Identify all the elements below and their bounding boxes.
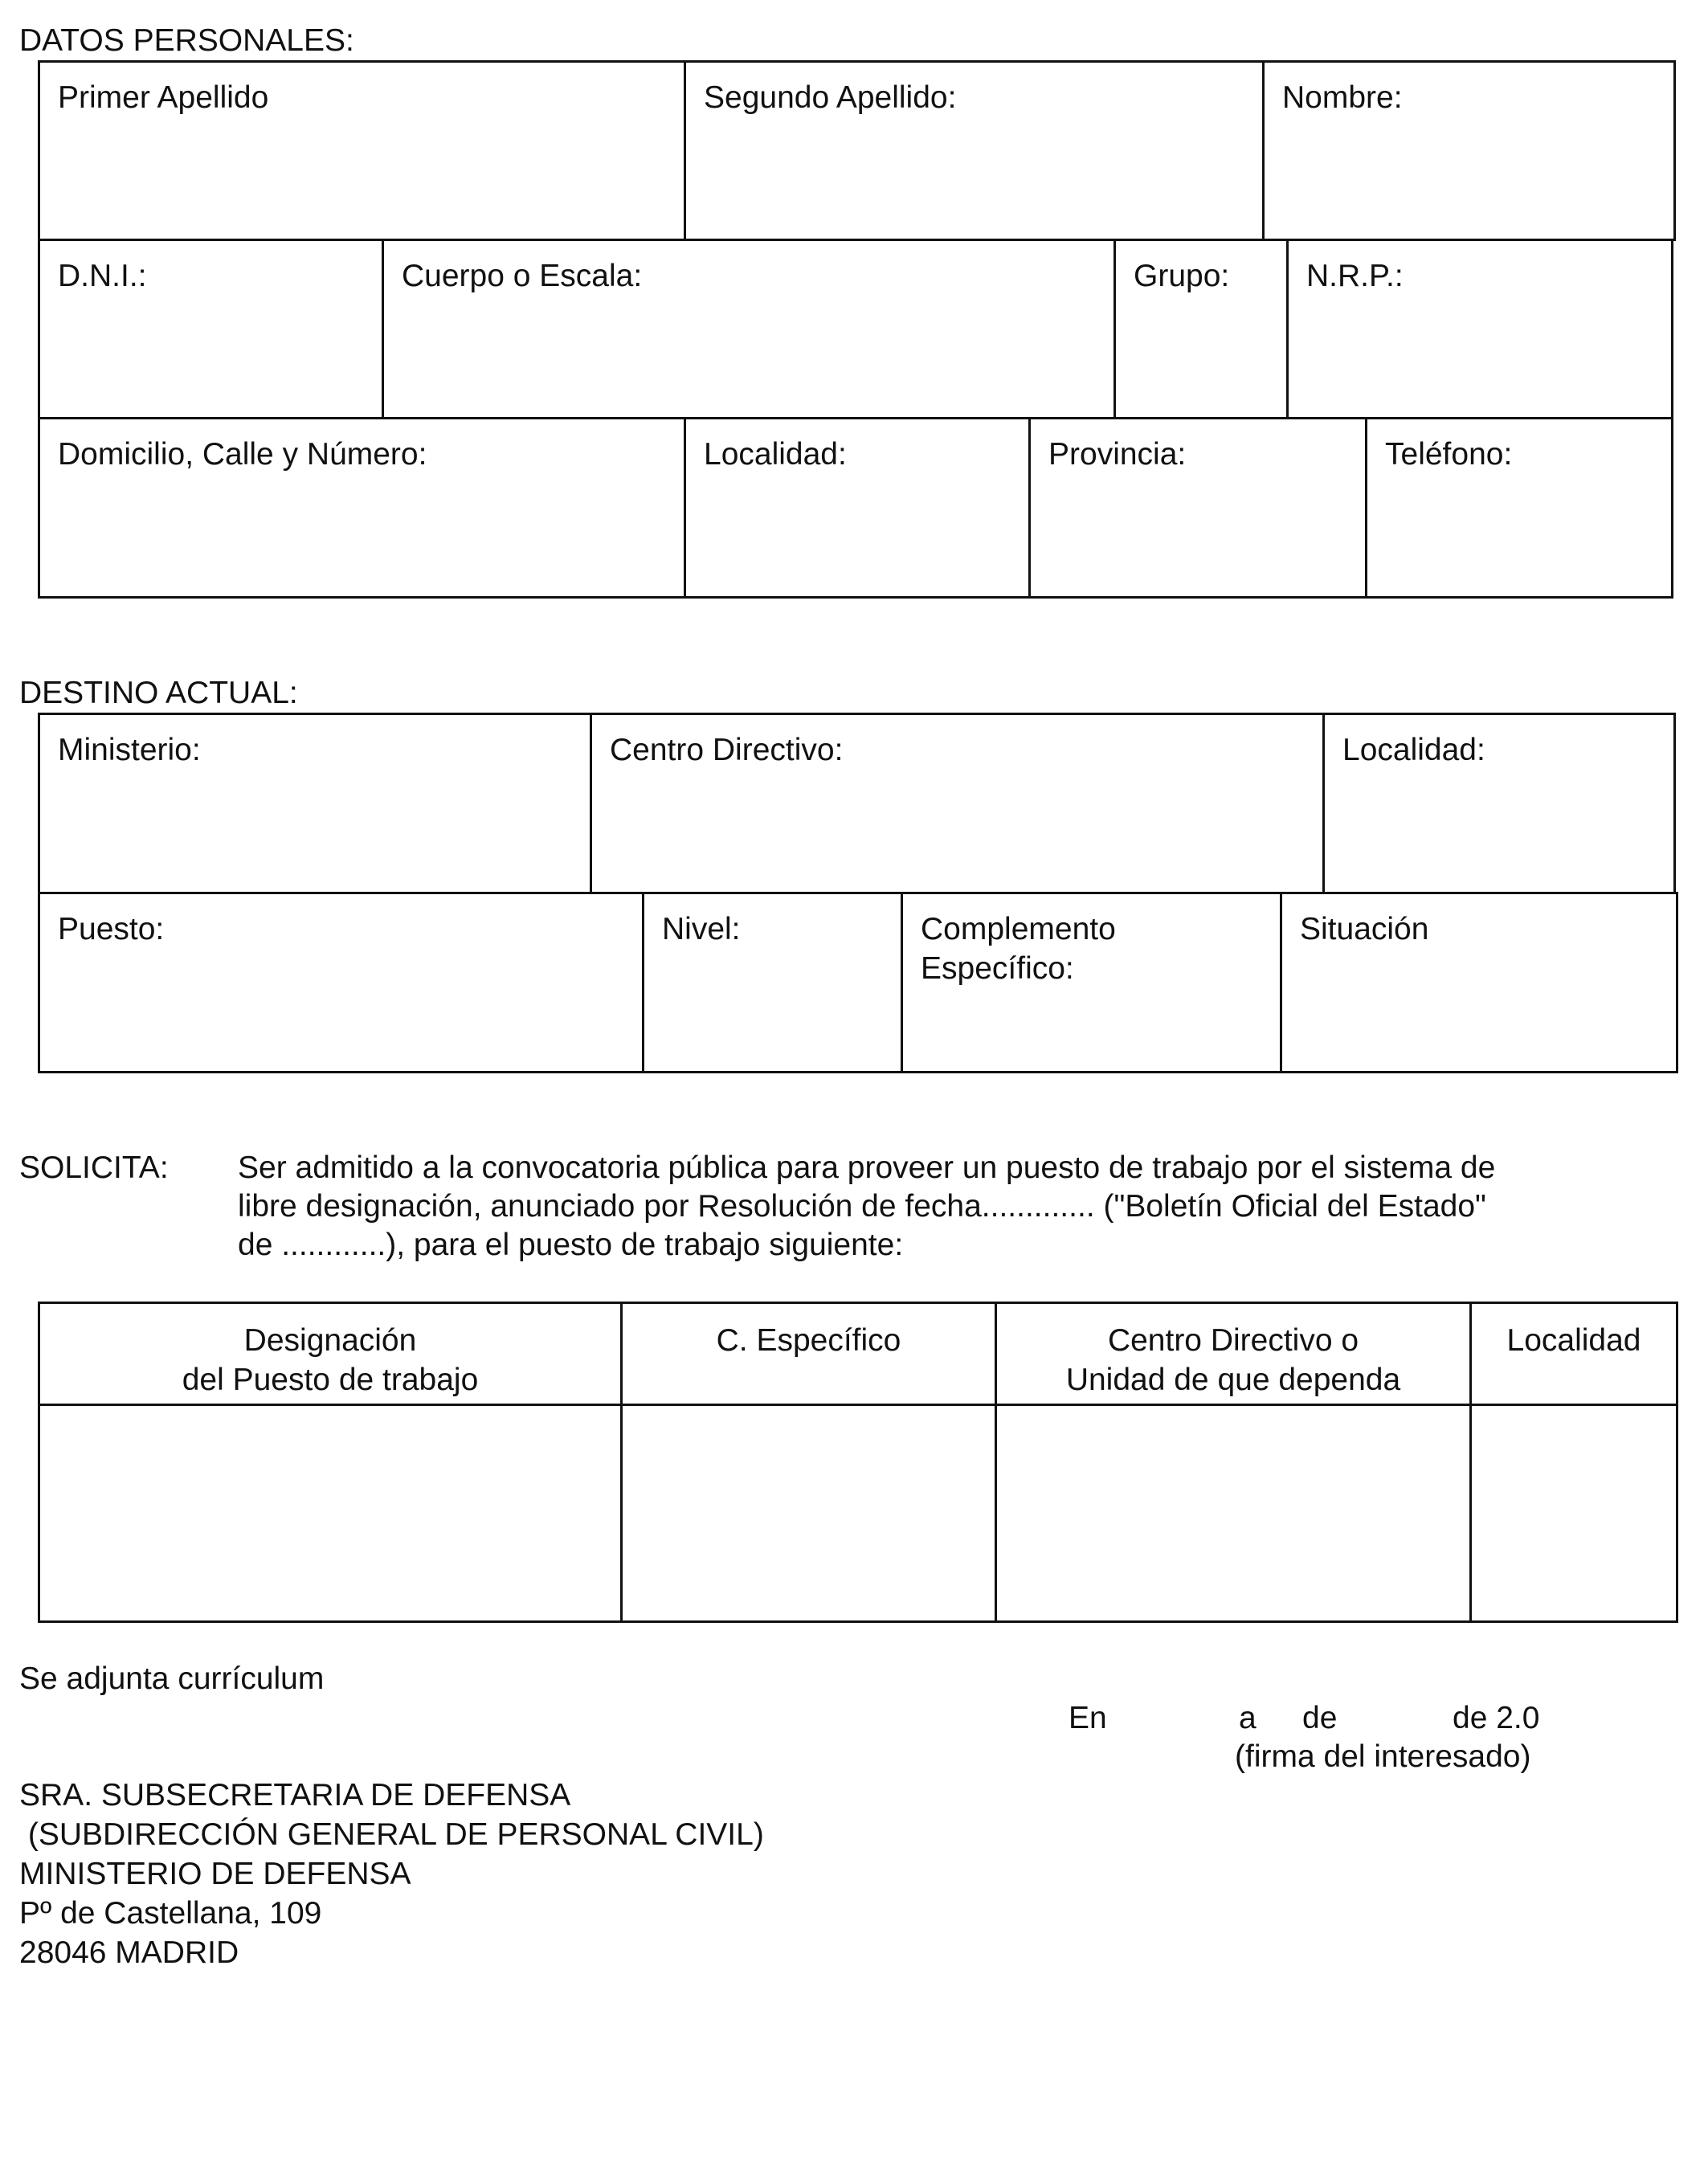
current-row-2 bbox=[38, 892, 1676, 1071]
field-primer-apellido[interactable]: Primer Apellido bbox=[38, 60, 686, 241]
job-cell-designacion[interactable] bbox=[38, 1404, 623, 1623]
job-header-localidad: Localidad bbox=[1469, 1302, 1678, 1406]
address-line-2: (SUBDIRECCIÓN GENERAL DE PERSONAL CIVIL) bbox=[19, 1817, 764, 1852]
field-localidad-destino[interactable]: Localidad: bbox=[1322, 713, 1676, 894]
field-cuerpo-escala[interactable]: Cuerpo o Escala: bbox=[382, 239, 1116, 419]
personal-row-1 bbox=[38, 60, 1676, 239]
date-en: En bbox=[1069, 1701, 1107, 1735]
current-row-1 bbox=[38, 713, 1676, 892]
date-year: de 2.0 bbox=[1453, 1701, 1540, 1735]
address-line-4: Pº de Castellana, 109 bbox=[19, 1896, 322, 1931]
field-provincia[interactable]: Provincia: bbox=[1028, 417, 1367, 599]
request-label: SOLICITA: bbox=[19, 1150, 169, 1185]
request-line-1: Ser admitido a la convocatoria pública para proveer un puesto de trabajo por el sistema de bbox=[238, 1150, 1496, 1185]
field-nrp[interactable]: N.R.P.: bbox=[1286, 239, 1673, 419]
request-line-2: libre designación, anunciado por Resolución de fecha............. ("Boletín Oficial del Estado" bbox=[238, 1189, 1486, 1224]
address-line-3: MINISTERIO DE DEFENSA bbox=[19, 1857, 411, 1891]
job-table-header bbox=[38, 1302, 1676, 1404]
field-localidad[interactable]: Localidad: bbox=[684, 417, 1031, 599]
attachment-note: Se adjunta currículum bbox=[19, 1661, 325, 1696]
date-de: de bbox=[1302, 1701, 1338, 1735]
field-domicilio[interactable]: Domicilio, Calle y Número: bbox=[38, 417, 686, 599]
field-centro-directivo[interactable]: Centro Directivo: bbox=[590, 713, 1325, 894]
current-post-title: DESTINO ACTUAL: bbox=[19, 676, 298, 710]
job-cell-especifico[interactable] bbox=[620, 1404, 997, 1623]
job-header-especifico: C. Específico bbox=[620, 1302, 997, 1406]
request-line-3: de ............), para el puesto de trabajo siguiente: bbox=[238, 1228, 904, 1262]
job-cell-centro[interactable] bbox=[995, 1404, 1472, 1623]
field-nivel[interactable]: Nivel: bbox=[642, 892, 903, 1073]
personal-row-2 bbox=[38, 239, 1676, 417]
field-nombre[interactable]: Nombre: bbox=[1262, 60, 1676, 241]
address-line-1: SRA. SUBSECRETARIA DE DEFENSA bbox=[19, 1778, 571, 1812]
address-line-5: 28046 MADRID bbox=[19, 1935, 239, 1970]
job-header-centro: Centro Directivo o Unidad de que dependa bbox=[995, 1302, 1472, 1406]
job-header-designacion: Designación del Puesto de trabajo bbox=[38, 1302, 623, 1406]
field-dni[interactable]: D.N.I.: bbox=[38, 239, 384, 419]
field-ministerio[interactable]: Ministerio: bbox=[38, 713, 592, 894]
field-complemento-especifico[interactable]: Complemento Específico: bbox=[901, 892, 1282, 1073]
field-puesto[interactable]: Puesto: bbox=[38, 892, 644, 1073]
field-telefono[interactable]: Teléfono: bbox=[1365, 417, 1673, 599]
field-segundo-apellido[interactable]: Segundo Apellido: bbox=[684, 60, 1265, 241]
job-cell-localidad[interactable] bbox=[1469, 1404, 1678, 1623]
job-table-row bbox=[38, 1404, 1676, 1620]
date-a: a bbox=[1239, 1701, 1256, 1735]
field-situacion[interactable]: Situación bbox=[1280, 892, 1678, 1073]
field-grupo[interactable]: Grupo: bbox=[1113, 239, 1289, 419]
personal-data-title: DATOS PERSONALES: bbox=[19, 23, 354, 58]
personal-row-3 bbox=[38, 417, 1676, 596]
signature-label: (firma del interesado) bbox=[1235, 1739, 1531, 1774]
